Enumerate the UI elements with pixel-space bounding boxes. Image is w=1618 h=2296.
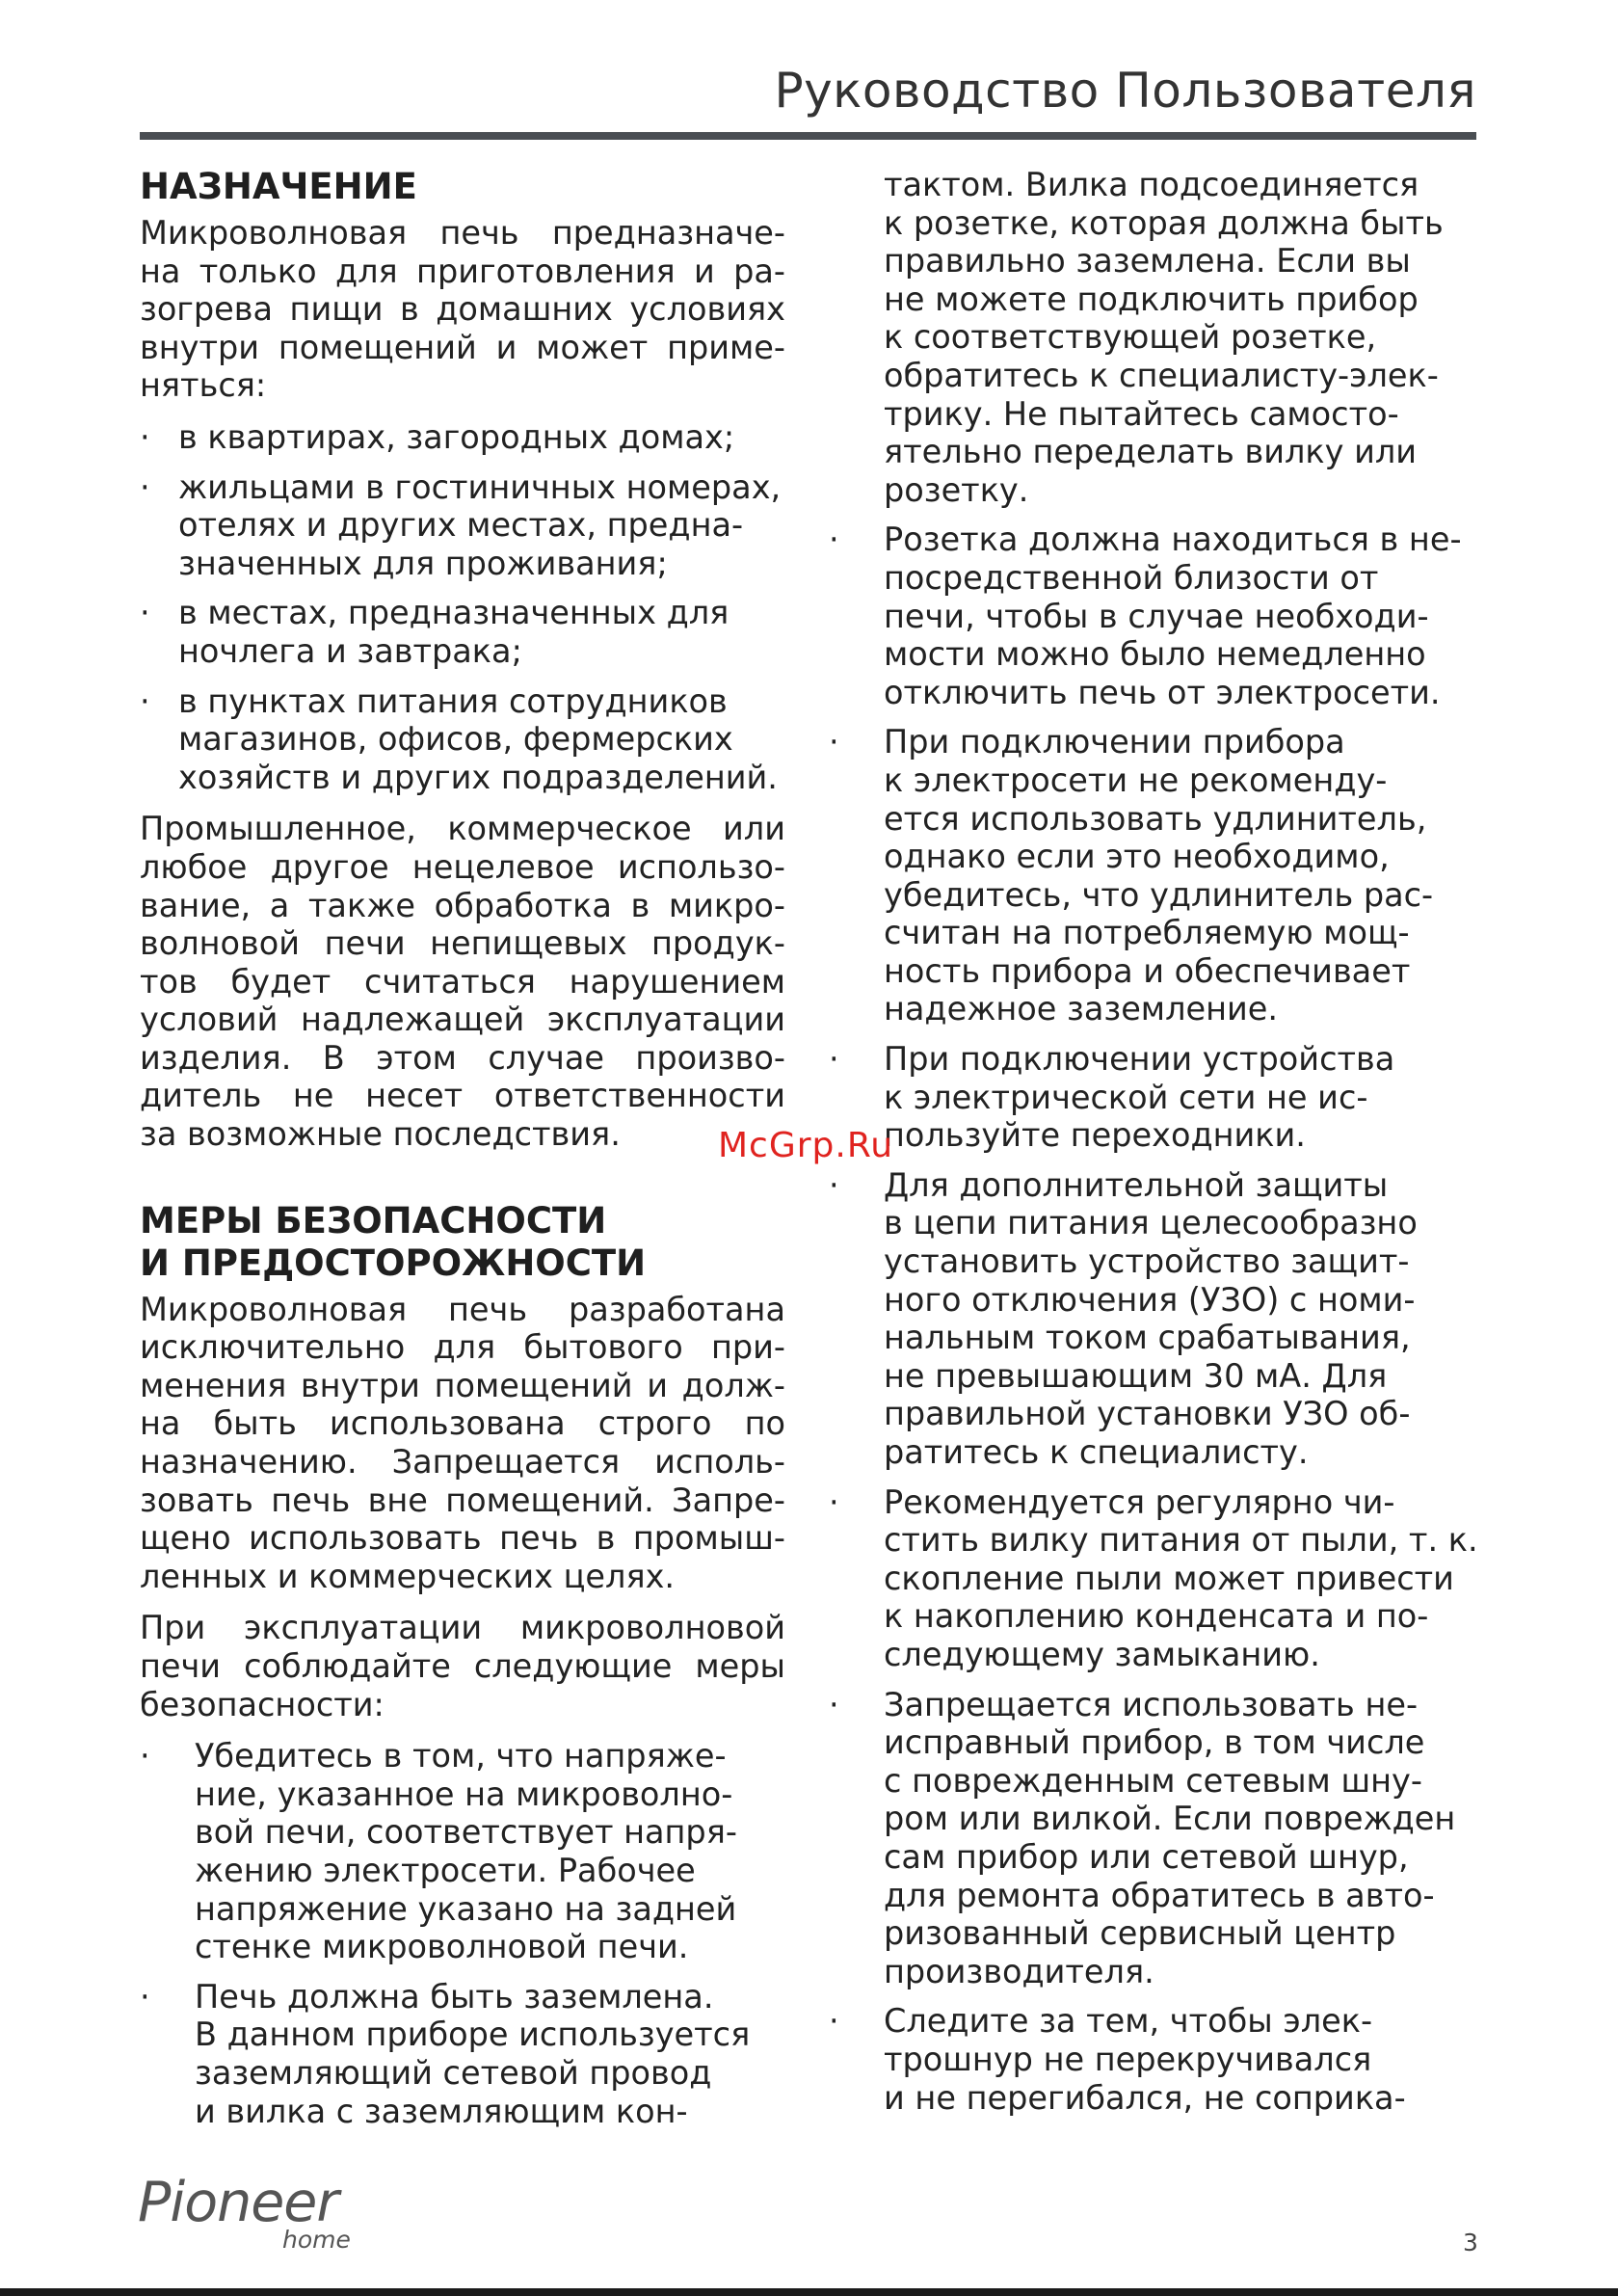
text-line: в цепи питания целесообразно — [884, 1204, 1418, 1242]
text-line: значенных для проживания; — [178, 544, 668, 582]
bullet-icon: · — [140, 417, 150, 456]
safety-intro-2 — [140, 1609, 785, 1723]
text-line: ность прибора и обеспечивает — [884, 951, 1411, 990]
text-line: отелях и других местах, предна- — [178, 506, 744, 545]
text-line: надежное заземление. — [884, 990, 1279, 1028]
text-line: на только для приготовления и ра- — [140, 252, 785, 290]
text-line: условий надлежащей эксплуатации — [140, 1001, 785, 1039]
text-line: правильно заземлена. Если вы — [884, 242, 1411, 280]
bottom-edge-bar — [0, 2288, 1618, 2296]
section-heading-purpose: НАЗНАЧЕНИЕ — [140, 166, 417, 207]
text-line: мости можно было немедленно — [884, 635, 1426, 674]
page-number: 3 — [1463, 2229, 1478, 2256]
list-item — [140, 1737, 785, 1966]
text-line: скопление пыли может привести — [884, 1559, 1454, 1597]
misuse-paragraph — [140, 810, 785, 1153]
text-line: стенке микроволновой печи. — [195, 1928, 689, 1966]
left-column — [140, 166, 785, 2144]
bullet-icon: · — [140, 681, 150, 720]
list-item — [140, 468, 785, 583]
text-line: Рекомендуется регулярно чи- — [884, 1482, 1395, 1521]
text-line: магазинов, офисов, фермерских — [178, 720, 733, 759]
text-line: ночлега и завтрака; — [178, 631, 522, 670]
text-line: Микроволновая печь разработана — [140, 1290, 785, 1328]
text-line: жению электросети. Рабочее — [195, 1851, 696, 1889]
bullet-icon: · — [140, 594, 150, 632]
text-line: посредственной близости от — [884, 558, 1379, 597]
text-line: Убедитесь в том, что напряже- — [195, 1737, 727, 1775]
purpose-intro — [140, 214, 785, 405]
text-line: исправный прибор, в том числе — [884, 1723, 1425, 1762]
uses-list — [140, 418, 785, 796]
text-line: пользуйте переходники. — [884, 1116, 1306, 1155]
text-line: обратитесь к специалисту-элек- — [884, 356, 1439, 394]
list-item — [140, 418, 785, 457]
text-line: напряжение указано на задней — [195, 1889, 737, 1928]
text-line: сам прибор или сетевой шнур, — [884, 1837, 1409, 1876]
text-line: любое другое нецелевое использо- — [140, 847, 785, 886]
text-line: к накоплению конденсата и по- — [884, 1597, 1429, 1636]
text-line: не превышающим 30 мА. Для — [884, 1356, 1388, 1395]
text-line: Розетка должна находиться в не- — [884, 521, 1462, 559]
text-line: производителя. — [884, 1952, 1154, 1990]
section-heading-safety — [140, 1200, 785, 1285]
text-line: следующему замыканию. — [884, 1635, 1320, 1673]
text-line: нальным током срабатывания, — [884, 1319, 1411, 1357]
list-item — [140, 1978, 785, 2130]
page-header-title: Руководство Пользователя — [774, 63, 1476, 119]
bullet-icon: · — [829, 2002, 839, 2041]
text-line: за возможные последствия. — [140, 1115, 621, 1154]
text-line: Запрещается использовать не- — [884, 1685, 1419, 1723]
list-item — [829, 1483, 1484, 1674]
heading-line: МЕРЫ БЕЗОПАСНОСТИ — [140, 1199, 607, 1241]
bullet-icon: · — [829, 723, 839, 761]
text-line: установить устройство защит- — [884, 1242, 1410, 1281]
text-line: ется использовать удлинитель, — [884, 799, 1427, 838]
right-column — [829, 166, 1484, 2130]
text-line: волновой печи непищевых продук- — [140, 924, 785, 963]
header-divider — [140, 132, 1476, 140]
safety-intro — [140, 1291, 785, 1596]
bullet-icon: · — [140, 467, 150, 506]
grounding-continuation — [884, 166, 1484, 509]
text-line: В данном приборе используется — [195, 2016, 751, 2054]
text-line: ного отключения (УЗО) с номи- — [884, 1280, 1416, 1319]
text-line: Печь должна быть заземлена. — [195, 1977, 714, 2016]
text-line: заземляющий сетевой провод — [195, 2053, 712, 2092]
bullet-icon: · — [829, 1165, 839, 1204]
list-item — [140, 682, 785, 797]
text-line: в пунктах питания сотрудников — [178, 681, 728, 720]
text-line: Промышленное, коммерческое или — [140, 810, 785, 848]
text-line: тов будет считаться нарушением — [140, 962, 785, 1001]
text-line: Микроволновая печь предназначе- — [140, 214, 785, 252]
list-item — [829, 2002, 1484, 2117]
text-line: отключить печь от электросети. — [884, 673, 1441, 711]
text-line: При подключении устройства — [884, 1040, 1395, 1079]
list-item — [829, 521, 1484, 711]
safety-rules-list-left — [140, 1737, 785, 2130]
list-item — [829, 1040, 1484, 1155]
text-line: няться: — [140, 366, 267, 405]
text-line: убедитесь, что удлинитель рас- — [884, 875, 1434, 914]
text-line: дитель не несет ответственности — [140, 1077, 785, 1115]
brand-logo — [138, 2171, 351, 2254]
logo-subtitle: home — [282, 2226, 351, 2254]
list-item — [140, 594, 785, 670]
text-line: назначению. Запрещается исполь- — [140, 1443, 785, 1482]
bullet-icon: · — [829, 521, 839, 559]
text-line: Для дополнительной защиты — [884, 1165, 1389, 1204]
text-line: жильцами в гостиничных номерах, — [178, 467, 782, 506]
text-line: на быть использована строго по — [140, 1404, 785, 1443]
text-line: правильной установки УЗО об- — [884, 1395, 1411, 1433]
text-line: однако если это необходимо, — [884, 838, 1390, 876]
text-line: Следите за тем, чтобы элек- — [884, 2002, 1373, 2041]
text-line: ленных и коммерческих целях. — [140, 1557, 676, 1595]
text-line: ратитесь к специалисту. — [884, 1433, 1309, 1471]
text-line: к электрической сети не ис- — [884, 1078, 1368, 1116]
text-line: с поврежденным сетевым шну- — [884, 1761, 1422, 1800]
text-line: ром или вилкой. Если поврежден — [884, 1800, 1456, 1838]
heading-line: И ПРЕДОСТОРОЖНОСТИ — [140, 1241, 647, 1284]
text-line: ние, указанное на микроволно- — [195, 1775, 733, 1813]
text-line: исключительно для бытового при- — [140, 1328, 785, 1367]
list-item — [829, 1166, 1484, 1472]
text-line: изделия. В этом случае произво- — [140, 1038, 785, 1077]
list-item — [829, 723, 1484, 1028]
text-line: менения внутри помещений и долж- — [140, 1366, 785, 1404]
text-line: трику. Не пытайтесь самосто- — [884, 394, 1399, 433]
list-item — [829, 1686, 1484, 1991]
text-line: печи, чтобы в случае необходи- — [884, 597, 1429, 635]
text-line: хозяйств и других подразделений. — [178, 758, 778, 796]
text-line: печи соблюдайте следующие меры — [140, 1647, 785, 1685]
bullet-icon: · — [140, 1977, 150, 2016]
text-line: вой печи, соответствует напря- — [195, 1813, 737, 1852]
text-line: и не перегибался, не соприка- — [884, 2078, 1406, 2117]
text-line: зовать печь вне помещений. Запре- — [140, 1481, 785, 1519]
text-line: вание, а также обработка в микро- — [140, 886, 785, 924]
text-line: трошнур не перекручивался — [884, 2040, 1372, 2078]
bullet-icon: · — [829, 1685, 839, 1723]
bullet-icon: · — [829, 1040, 839, 1079]
watermark: McGrp.Ru — [718, 1126, 894, 1165]
text-line: в местах, предназначенных для — [178, 594, 729, 632]
text-line: стить вилку питания от пыли, т. к. — [884, 1521, 1478, 1560]
text-line: к розетке, которая должна быть — [884, 203, 1444, 242]
text-line: безопасности: — [140, 1685, 385, 1723]
safety-rules-list-right — [829, 521, 1484, 2117]
text-line: для ремонта обратитесь в авто- — [884, 1876, 1435, 1914]
text-line: считан на потребляемую мощ- — [884, 914, 1410, 952]
text-line: и вилка с заземляющим кон- — [195, 2092, 688, 2130]
bullet-icon: · — [140, 1737, 150, 1775]
text-line: щено использовать печь в промыш- — [140, 1519, 785, 1558]
text-line: тактом. Вилка подсоединяется — [884, 166, 1419, 203]
text-line: ятельно переделать вилку или — [884, 433, 1418, 471]
text-line: При эксплуатации микроволновой — [140, 1609, 785, 1647]
text-line: не можете подключить прибор — [884, 280, 1419, 318]
text-line: к соответствующей розетке, — [884, 318, 1377, 357]
text-line: зогрева пищи в домашних условиях — [140, 290, 785, 329]
text-line: розетку. — [884, 470, 1029, 509]
text-line: внутри помещений и может приме- — [140, 328, 785, 366]
text-line: в квартирах, загородных домах; — [178, 417, 735, 456]
bullet-icon: · — [829, 1482, 839, 1521]
text-line: При подключении прибора — [884, 723, 1345, 761]
text-line: к электросети не рекоменду- — [884, 761, 1388, 799]
text-line: ризованный сервисный центр — [884, 1914, 1396, 1953]
logo-wordmark: Pioneer — [138, 2171, 338, 2234]
